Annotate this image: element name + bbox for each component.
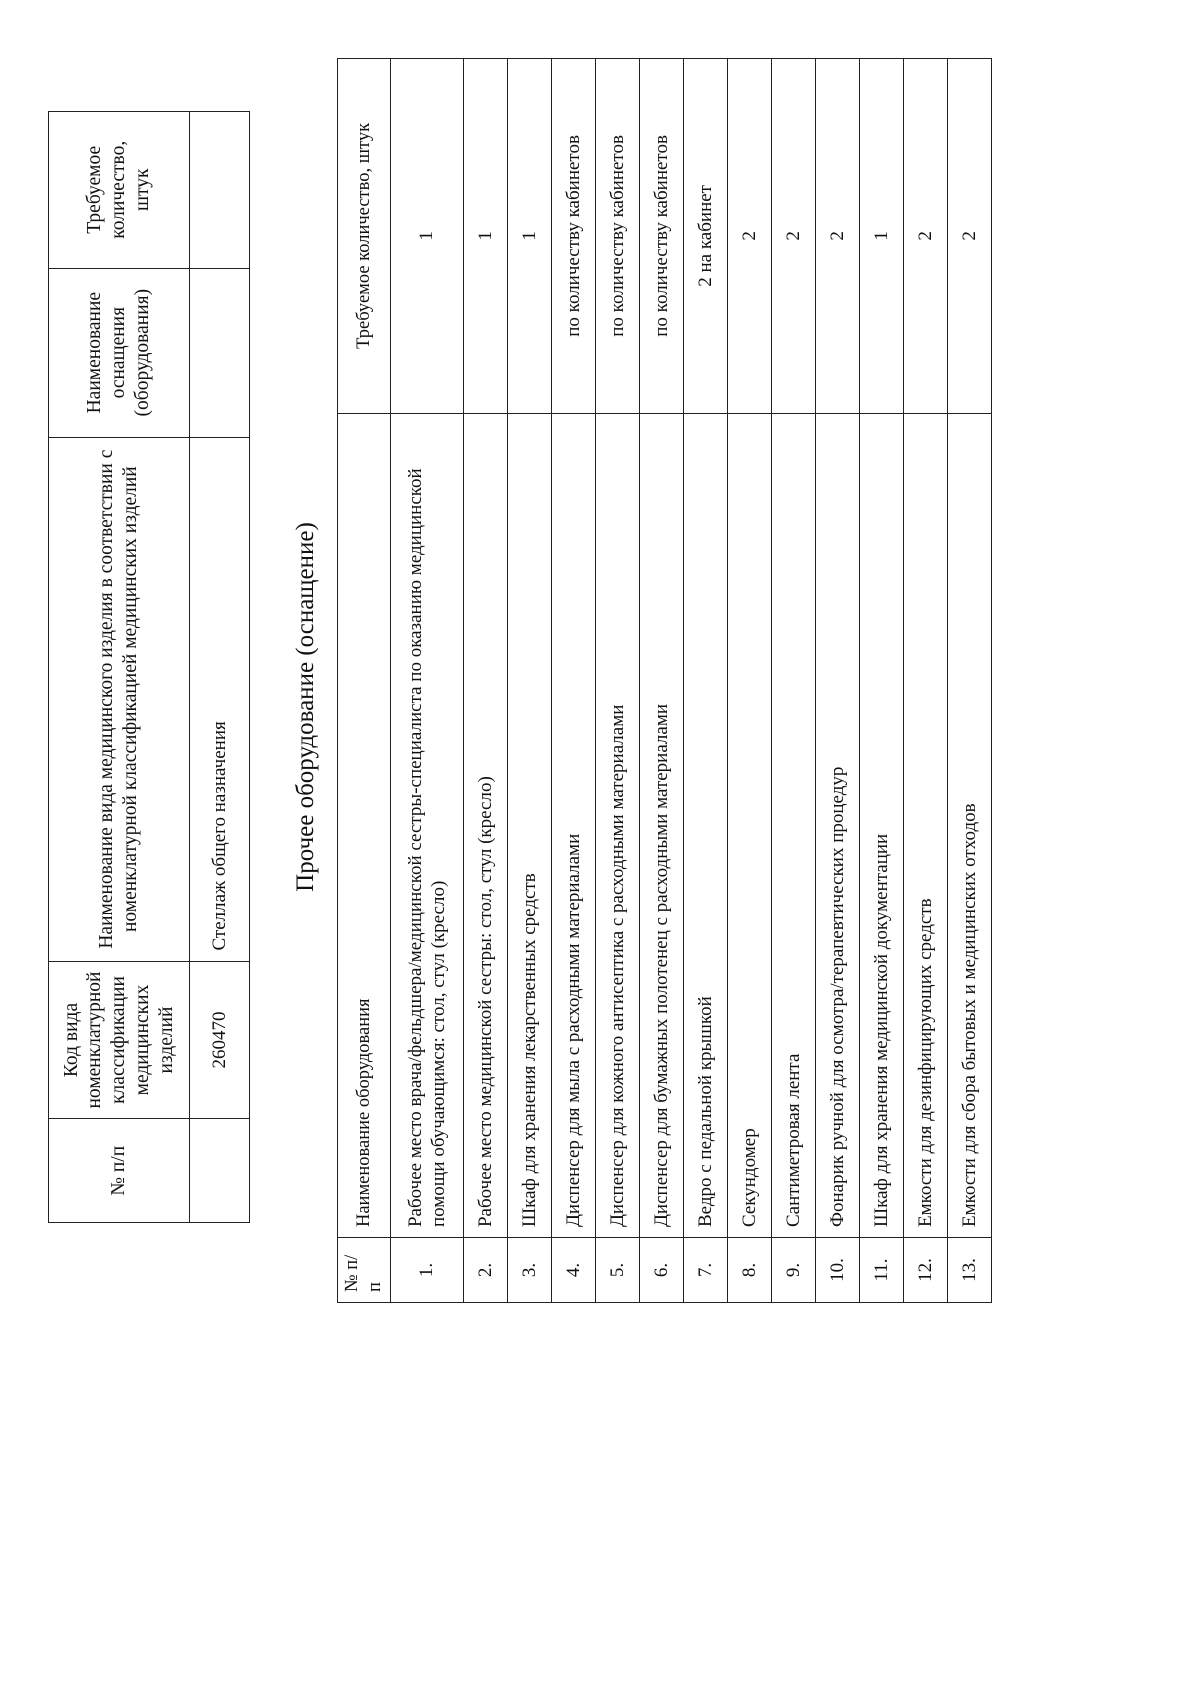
cell-equipment-name: Шкаф для хранения медицинской документации [860, 413, 904, 1237]
cell-quantity: по количеству кабинетов [596, 59, 640, 414]
table-row [640, 59, 684, 1303]
cell-equipment-name: Диспенсер для бумажных полотенец с расходными материалами [640, 413, 684, 1237]
cell-equipment-name: Фонарик ручной для осмотра/терапевтических процедур [816, 413, 860, 1237]
cell-quantity: 2 на кабинет [684, 59, 728, 414]
cell-num: 8. [728, 1238, 772, 1303]
other-equipment-table [337, 58, 992, 1303]
cell-equipment-name: Ведро с педальной крышкой [684, 413, 728, 1237]
cell-quantity: 2 [948, 59, 992, 414]
table-row [728, 59, 772, 1303]
cell-equipment-name: Диспенсер для кожного антисептика с расходными материалами [596, 413, 640, 1237]
cell-num: 5. [596, 1238, 640, 1303]
cell-quantity: 2 [816, 59, 860, 414]
header-num: № п/п [49, 1119, 190, 1223]
header-quantity: Требуемое количество, штук [338, 59, 391, 414]
table-row [860, 59, 904, 1303]
header-quantity: Требуемое количество, штук [49, 112, 190, 269]
medical-table-header-row [49, 112, 190, 1223]
cell-quantity: 2 [904, 59, 948, 414]
cell-num: 6. [640, 1238, 684, 1303]
cell-num: 4. [552, 1238, 596, 1303]
cell-quantity: 1 [508, 59, 552, 414]
cell-device-name: Стеллаж общего назначения [190, 437, 250, 961]
cell-quantity [190, 112, 250, 269]
table-row [684, 59, 728, 1303]
cell-quantity: 1 [391, 59, 464, 414]
cell-equipment-name: Емкости для сбора бытовых и медицинских отходов [948, 413, 992, 1237]
cell-equipment-name: Рабочее место врача/фельдшера/медицинской сестры-специалиста по оказанию медицинской помощи обучающимся: стол, стул (кресло) [391, 413, 464, 1237]
cell-quantity: 1 [464, 59, 508, 414]
table-row [552, 59, 596, 1303]
header-equipment-name: Наименование оборудования [338, 413, 391, 1237]
table-row [816, 59, 860, 1303]
cell-num: 10. [816, 1238, 860, 1303]
cell-num: 2. [464, 1238, 508, 1303]
table-row [596, 59, 640, 1303]
cell-num: 11. [860, 1238, 904, 1303]
cell-equipment-name: Секундомер [728, 413, 772, 1237]
cell-equipment-name: Сантиметровая лента [772, 413, 816, 1237]
cell-num: 1. [391, 1238, 464, 1303]
cell-equipment-name: Диспенсер для мыла с расходными материалами [552, 413, 596, 1237]
header-num: № п/п [338, 1238, 391, 1303]
cell-num: 13. [948, 1238, 992, 1303]
header-device-name: Наименование вида медицинского изделия в соответствии с номенклатурной классификацией медицинских изделий [49, 437, 190, 961]
cell-quantity: по количеству кабинетов [640, 59, 684, 414]
medical-devices-table [48, 111, 250, 1223]
header-code: Код вида номенклатурной классификации медицинских изделий [49, 961, 190, 1119]
header-equipment: Наименование оснащения (оборудования) [49, 268, 190, 437]
cell-num: 3. [508, 1238, 552, 1303]
cell-num: 9. [772, 1238, 816, 1303]
cell-code: 260470 [190, 961, 250, 1119]
cell-equipment-name: Емкости для дезинфицирующих средств [904, 413, 948, 1237]
cell-num [190, 1119, 250, 1223]
cell-equipment [190, 268, 250, 437]
table-row [391, 59, 464, 1303]
table-row [904, 59, 948, 1303]
other-table-header-row [338, 59, 391, 1303]
table-row [948, 59, 992, 1303]
cell-quantity: по количеству кабинетов [552, 59, 596, 414]
cell-equipment-name: Шкаф для хранения лекарственных средств [508, 413, 552, 1237]
cell-quantity: 2 [772, 59, 816, 414]
table-row [508, 59, 552, 1303]
table-row [464, 59, 508, 1303]
cell-num: 7. [684, 1238, 728, 1303]
table-row [190, 112, 250, 1223]
cell-num: 12. [904, 1238, 948, 1303]
cell-quantity: 1 [860, 59, 904, 414]
cell-equipment-name: Рабочее место медицинской сестры: стол, стул (кресло) [464, 413, 508, 1237]
cell-quantity: 2 [728, 59, 772, 414]
table-row [772, 59, 816, 1303]
section-title: Прочее оборудование (оснащение) [292, 522, 319, 892]
